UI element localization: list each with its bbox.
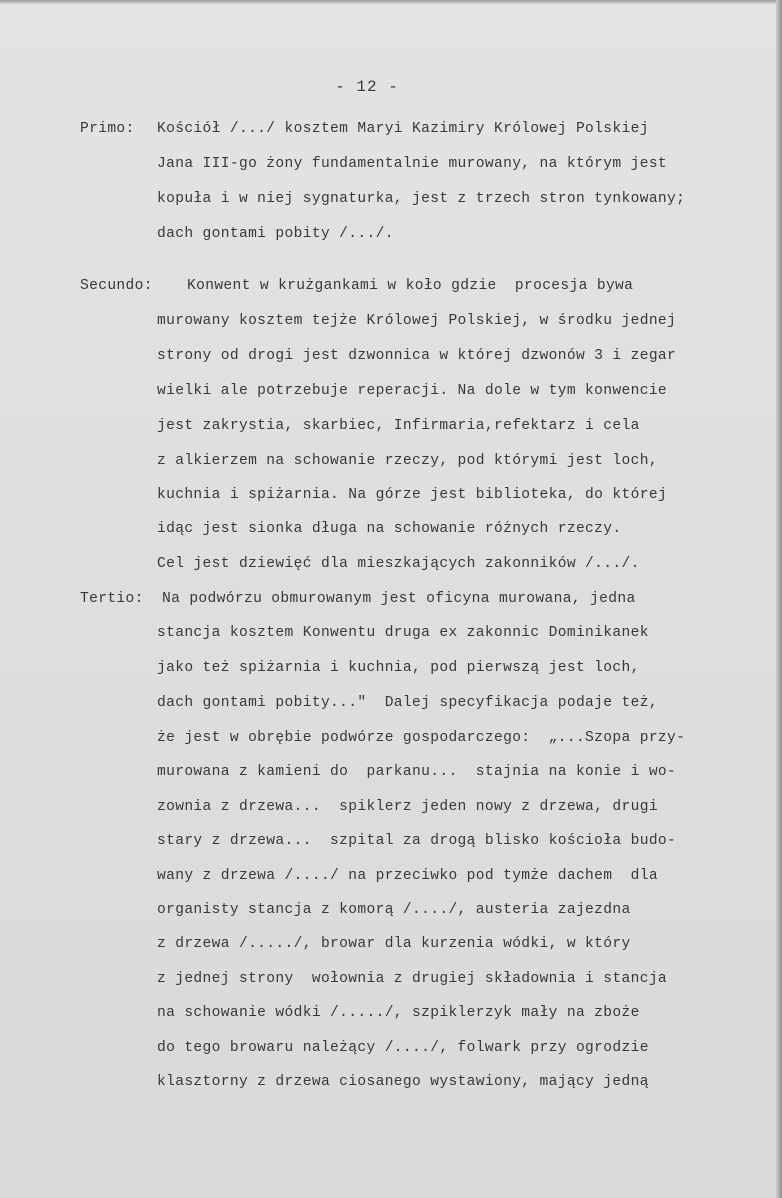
text-line: Cel jest dziewięć dla mieszkających zakonników /.../. — [157, 556, 640, 572]
text-line: z drzewa /...../, browar dla kurzenia wódki, w który — [157, 936, 631, 952]
text-line: murowana z kamieni do parkanu... stajnia na konie i wo- — [157, 764, 677, 780]
text-line: Konwent w krużgankami w koło gdzie procesja bywa — [187, 278, 634, 294]
paragraph-label-secundo: Secundo: — [80, 278, 153, 294]
text-line: dach gontami pobity /.../. — [157, 226, 394, 242]
text-line: jako też spiżarnia i kuchnia, pod pierwszą jest loch, — [157, 660, 640, 676]
text-line: wany z drzewa /..../ na przeciwko pod tymże dachem dla — [157, 868, 658, 884]
text-line: jest zakrystia, skarbiec, Infirmaria,refektarz i cela — [157, 418, 640, 434]
text-line: idąc jest sionka długa na schowanie różnych rzeczy. — [157, 521, 622, 537]
text-line: klasztorny z drzewa ciosanego wystawiony, mający jedną — [157, 1074, 649, 1090]
text-line: organisty stancja z komorą /..../, austeria zajezdna — [157, 902, 631, 918]
text-line: zownia z drzewa... spiklerz jeden nowy z drzewa, drugi — [157, 799, 658, 815]
text-line: wielki ale potrzebuje reperacji. Na dole w tym konwencie — [157, 383, 668, 399]
text-line: murowany kosztem tejże Królowej Polskiej, w środku jednej — [157, 313, 677, 329]
text-line: kopuła i w niej sygnaturka, jest z trzech stron tynkowany; — [157, 191, 686, 207]
page-number: - 12 - — [335, 78, 399, 96]
text-line: Kościół /.../ kosztem Maryi Kazimiry Królowej Polskiej — [157, 121, 649, 137]
paragraph-label-primo: Primo: — [80, 121, 135, 137]
text-line: stary z drzewa... szpital za drogą blisko kościoła budo- — [157, 833, 677, 849]
scan-top-edge — [0, 0, 782, 4]
text-line: z alkierzem na schowanie rzeczy, pod którymi jest loch, — [157, 453, 658, 469]
paragraph-label-tertio: Tertio: — [80, 591, 144, 607]
text-line: Na podwórzu obmurowanym jest oficyna murowana, jedna — [162, 591, 636, 607]
text-line: strony od drogi jest dzwonnica w której dzwonów 3 i zegar — [157, 348, 677, 364]
text-line: kuchnia i spiżarnia. Na górze jest biblioteka, do której — [157, 487, 668, 503]
scan-right-edge — [776, 0, 782, 1198]
text-line: z jednej strony wołownia z drugiej składownia i stancja — [157, 971, 668, 987]
text-line: do tego browaru należący /..../, folwark przy ogrodzie — [157, 1040, 649, 1056]
text-line: Jana III-go żony fundamentalnie murowany, na którym jest — [157, 156, 668, 172]
text-line: stancja kosztem Konwentu druga ex zakonnic Dominikanek — [157, 625, 649, 641]
text-line: dach gontami pobity..." Dalej specyfikacja podaje też, — [157, 695, 658, 711]
text-line: że jest w obrębie podwórze gospodarczego: „...Szopa przy- — [157, 730, 686, 746]
text-line: na schowanie wódki /...../, szpiklerzyk mały na zboże — [157, 1005, 640, 1021]
